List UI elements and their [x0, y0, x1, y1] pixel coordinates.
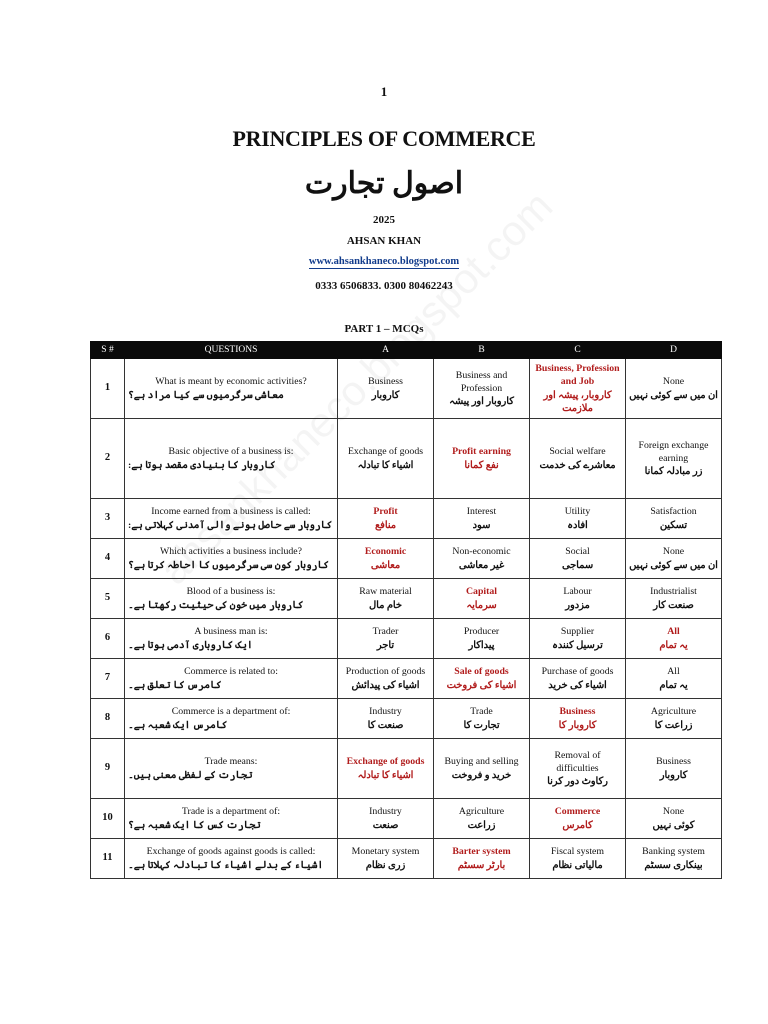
question-cell: [125, 419, 338, 499]
option-english: Profit earning: [452, 446, 511, 458]
option-c-cell: [530, 579, 626, 619]
option-urdu: صنعت کار: [653, 599, 694, 611]
option-a-cell: [338, 659, 434, 699]
option-b-cell: [434, 799, 530, 839]
option-urdu: ان میں سے کوئی نہیں: [629, 389, 718, 401]
option-d-cell: [626, 499, 722, 539]
option-english: Business: [656, 756, 691, 768]
option-urdu: اشیاء کی فروخت: [446, 679, 517, 691]
option-c-cell: [530, 499, 626, 539]
option-english: Trader: [372, 626, 399, 638]
option-urdu: تسکین: [659, 519, 688, 531]
question-number: 10: [91, 799, 125, 839]
option-english: Interest: [466, 506, 497, 518]
question-cell: [125, 539, 338, 579]
option-urdu: اشیاء کا تبادلہ: [357, 459, 414, 471]
header-option-c: C: [530, 342, 626, 359]
option-english: Agriculture: [650, 706, 697, 718]
table-row: [91, 539, 722, 579]
option-d-cell: [626, 619, 722, 659]
option-urdu: زری نظام: [365, 859, 406, 871]
option-b-cell: [434, 579, 530, 619]
option-d-cell: [626, 699, 722, 739]
question-urdu: معاشی سرگرمیوں سے کیا مراد ہے؟: [128, 389, 284, 401]
option-english: Labour: [563, 586, 592, 598]
option-urdu: بینکاری سسٹم: [644, 859, 703, 871]
question-number: 6: [91, 619, 125, 659]
question-number: 4: [91, 539, 125, 579]
question-urdu: تجارت کے لفظی معنی ہیں۔: [128, 769, 253, 781]
question-number: 11: [91, 839, 125, 879]
question-urdu: کاروبار سے حاصل ہونے والی آمدنی کہلاتی ہے:: [128, 519, 333, 531]
year: 2025: [373, 214, 395, 226]
option-urdu: اشیاء کی خرید: [548, 679, 607, 691]
question-urdu: کامرس ایک شعبہ ہے۔: [128, 719, 228, 731]
option-english: Agriculture: [458, 806, 505, 818]
header-option-b: B: [434, 342, 530, 359]
table-row: [91, 659, 722, 699]
phone-numbers: 0333 6506833. 0300 80462243: [315, 280, 453, 292]
option-urdu: غیر معاشی: [458, 559, 505, 571]
header-questions: QUESTIONS: [125, 342, 338, 359]
option-d-cell: [626, 839, 722, 879]
option-b-cell: [434, 419, 530, 499]
website-line: [0, 256, 768, 267]
question-urdu: کاروبار کون سی سرگرمیوں کا احاطہ کرتا ہے؟: [128, 559, 329, 571]
option-english: Foreign exchange earning: [638, 439, 709, 464]
question-english: Blood of a business is:: [186, 586, 276, 598]
question-urdu: تجارت کس کا ایک شعبہ ہے؟: [128, 819, 261, 831]
option-c-cell: [530, 739, 626, 799]
option-english: Business and Profession: [455, 369, 508, 394]
option-urdu: اشیاء کا تبادلہ: [357, 769, 414, 781]
option-urdu: مزدور: [565, 599, 590, 611]
option-english: Utility: [564, 506, 591, 518]
option-c-cell: [530, 839, 626, 879]
page-number: 1: [380, 84, 388, 99]
option-urdu: کاروبار کا: [558, 719, 597, 731]
option-b-cell: [434, 499, 530, 539]
option-c-cell: [530, 799, 626, 839]
question-english: Exchange of goods against goods is called:: [146, 846, 316, 858]
question-cell: [125, 619, 338, 659]
question-urdu: کامرس کا تعلق ہے۔: [128, 679, 222, 691]
author-name: AHSAN KHAN: [346, 235, 422, 247]
option-c-cell: [530, 659, 626, 699]
option-urdu: معاشی: [370, 559, 401, 571]
option-b-cell: [434, 839, 530, 879]
document-title: PRINCIPLES OF COMMERCE: [232, 126, 536, 151]
question-cell: [125, 699, 338, 739]
question-english: What is meant by economic activities?: [155, 376, 307, 388]
option-b-cell: [434, 659, 530, 699]
question-cell: [125, 839, 338, 879]
option-urdu: رکاوٹ دور کرنا: [547, 776, 608, 788]
option-c-cell: [530, 359, 626, 419]
option-d-cell: [626, 419, 722, 499]
option-english: Commerce: [554, 806, 601, 818]
option-english: Business: [368, 376, 403, 388]
question-english: Trade is a department of:: [181, 806, 281, 818]
option-b-cell: [434, 699, 530, 739]
option-urdu: خام مال: [369, 599, 402, 611]
question-english: Basic objective of a business is:: [168, 446, 294, 458]
option-urdu: مالیاتی نظام: [552, 859, 603, 871]
option-urdu: کاروبار، پیشہ اور ملازمت: [543, 389, 612, 414]
option-b-cell: [434, 539, 530, 579]
option-urdu: اشیاء کی پیدائش: [351, 679, 420, 691]
option-english: Raw material: [359, 586, 412, 598]
option-english: Monetary system: [351, 846, 420, 858]
question-english: A business man is:: [194, 626, 268, 638]
option-english: Removal of difficulties: [554, 749, 601, 774]
option-b-cell: [434, 359, 530, 419]
mcq-table: [90, 341, 722, 879]
option-a-cell: [338, 499, 434, 539]
question-urdu: اشیاء کے بدلے اشیاء کا تبادلہ کہلاتا ہے۔: [128, 859, 324, 871]
option-urdu: منافع: [374, 519, 397, 531]
option-english: Satisfaction: [650, 506, 697, 518]
option-urdu: صنعت: [372, 819, 399, 831]
option-english: Fiscal system: [550, 846, 605, 858]
option-urdu: کاروبار اور پیشہ: [449, 396, 514, 408]
option-urdu: صنعت کا: [367, 719, 404, 731]
option-urdu: کامرس: [562, 819, 593, 831]
table-header-row: [91, 342, 722, 359]
option-english: Exchange of goods: [347, 446, 424, 458]
option-a-cell: [338, 579, 434, 619]
option-urdu: افادہ: [567, 519, 588, 531]
option-english: Non-economic: [452, 546, 511, 558]
question-number: 2: [91, 419, 125, 499]
option-english: Social: [565, 546, 590, 558]
option-b-cell: [434, 739, 530, 799]
question-english: Trade means:: [204, 756, 258, 768]
option-urdu: تاجر: [376, 639, 395, 651]
option-urdu: سود: [472, 519, 491, 531]
option-english: Business: [559, 706, 596, 718]
question-number: 1: [91, 359, 125, 419]
option-a-cell: [338, 539, 434, 579]
option-a-cell: [338, 799, 434, 839]
option-urdu: ان میں سے کوئی نہیں: [629, 559, 718, 571]
table-row: [91, 799, 722, 839]
question-urdu: کاروبار میں خون کی حیثیت رکھتا ہے۔: [128, 599, 304, 611]
option-english: None: [662, 376, 685, 388]
option-urdu: کوئی نہیں: [652, 819, 695, 831]
option-english: Production of goods: [345, 666, 426, 678]
option-urdu: زراعت: [467, 819, 496, 831]
option-a-cell: [338, 419, 434, 499]
option-english: Economic: [364, 546, 407, 558]
option-english: All: [667, 626, 680, 638]
option-urdu: زراعت کا: [654, 719, 693, 731]
option-a-cell: [338, 699, 434, 739]
header-option-d: D: [626, 342, 722, 359]
option-english: Buying and selling: [444, 756, 519, 768]
option-english: Sale of goods: [454, 666, 509, 678]
option-b-cell: [434, 619, 530, 659]
option-urdu: کاروبار: [371, 389, 400, 401]
mcq-table-body: [91, 359, 722, 879]
urdu-title: اصول تجارت: [304, 167, 464, 200]
option-english: Social welfare: [549, 446, 606, 458]
option-english: Exchange of goods: [346, 756, 425, 768]
option-english: None: [662, 806, 685, 818]
option-english: Industry: [369, 806, 402, 818]
table-row: [91, 579, 722, 619]
table-row: [91, 499, 722, 539]
part-heading: PART 1 – MCQs: [344, 323, 424, 335]
question-cell: [125, 499, 338, 539]
question-number: 9: [91, 739, 125, 799]
option-english: Business, Profession and Job: [535, 363, 620, 388]
option-english: All: [667, 666, 680, 678]
option-urdu: تجارت کا: [463, 719, 500, 731]
question-number: 5: [91, 579, 125, 619]
option-english: Industrialist: [650, 586, 697, 598]
option-urdu: یہ تمام: [659, 639, 688, 651]
question-urdu: کاروبار کا بنیادی مقصد ہوتا ہے:: [128, 459, 276, 471]
question-cell: [125, 799, 338, 839]
question-english: Which activities a business include?: [159, 546, 302, 558]
option-c-cell: [530, 539, 626, 579]
question-english: Income earned from a business is called:: [151, 506, 311, 518]
option-d-cell: [626, 579, 722, 619]
question-cell: [125, 579, 338, 619]
option-english: Purchase of goods: [541, 666, 614, 678]
option-c-cell: [530, 619, 626, 659]
question-english: Commerce is related to:: [184, 666, 278, 678]
option-a-cell: [338, 739, 434, 799]
option-english: Barter system: [452, 846, 511, 858]
option-english: Profit: [373, 506, 398, 518]
option-c-cell: [530, 699, 626, 739]
option-d-cell: [626, 739, 722, 799]
option-english: Industry: [369, 706, 402, 718]
question-number: 8: [91, 699, 125, 739]
table-row: [91, 419, 722, 499]
option-a-cell: [338, 619, 434, 659]
header-option-a: A: [338, 342, 434, 359]
option-urdu: نفع کمانا: [464, 459, 499, 471]
option-urdu: سرمایہ: [466, 599, 497, 611]
question-number: 7: [91, 659, 125, 699]
header-sn: S #: [91, 342, 125, 359]
option-english: None: [662, 546, 685, 558]
question-cell: [125, 659, 338, 699]
option-english: Banking system: [642, 846, 705, 858]
option-urdu: زر مبادلہ کمانا: [644, 466, 703, 478]
question-english: Commerce is a department of:: [171, 706, 291, 718]
option-a-cell: [338, 839, 434, 879]
table-row: [91, 699, 722, 739]
option-urdu: یہ تمام: [659, 679, 688, 691]
question-cell: [125, 739, 338, 799]
option-english: Capital: [465, 586, 498, 598]
table-row: [91, 359, 722, 419]
option-english: Supplier: [560, 626, 595, 638]
option-english: Producer: [463, 626, 500, 638]
option-english: Trade: [470, 706, 493, 718]
option-urdu: بارٹر سسٹم: [457, 859, 506, 871]
option-urdu: سماجی: [561, 559, 594, 571]
option-d-cell: [626, 659, 722, 699]
option-urdu: پیداکار: [468, 639, 495, 651]
option-urdu: خرید و فروخت: [451, 769, 512, 781]
option-urdu: کاروبار: [659, 769, 688, 781]
option-urdu: ترسیل کنندہ: [552, 639, 603, 651]
table-row: [91, 839, 722, 879]
option-d-cell: [626, 539, 722, 579]
option-c-cell: [530, 419, 626, 499]
question-cell: [125, 359, 338, 419]
table-row: [91, 739, 722, 799]
option-urdu: معاشرے کی خدمت: [539, 459, 616, 471]
table-row: [91, 619, 722, 659]
question-number: 3: [91, 499, 125, 539]
question-urdu: ایک کاروباری آدمی ہوتا ہے۔: [128, 639, 253, 651]
website-link[interactable]: www.ahsankhaneco.blogspot.com: [308, 256, 460, 267]
option-d-cell: [626, 799, 722, 839]
option-d-cell: [626, 359, 722, 419]
option-a-cell: [338, 359, 434, 419]
